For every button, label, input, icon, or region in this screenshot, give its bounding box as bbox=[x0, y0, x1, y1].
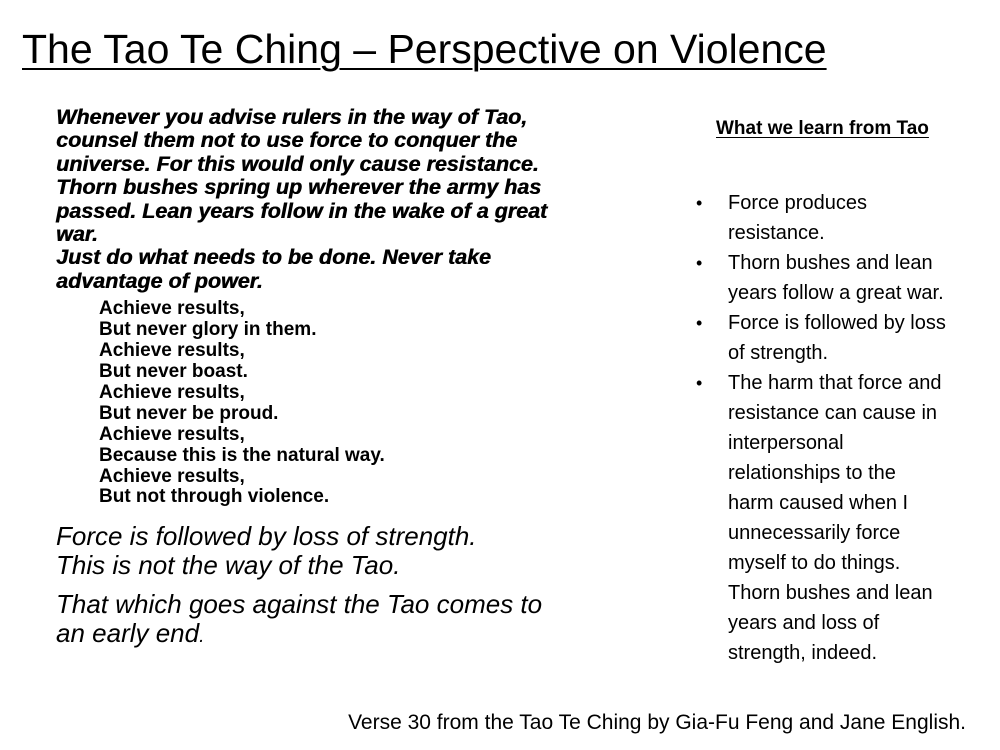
lesson-line: Force produces bbox=[728, 192, 867, 214]
poem-line: But never glory in them. bbox=[99, 319, 317, 341]
lessons-list bbox=[696, 188, 986, 668]
verse-line: Whenever you advise rulers in the way of Tao, bbox=[56, 105, 528, 129]
poem-line: Achieve results, bbox=[99, 298, 245, 320]
verse-poem bbox=[99, 299, 656, 508]
poem-line: But not through violence. bbox=[99, 486, 330, 508]
verse-line: war. bbox=[56, 222, 98, 247]
lesson-line: Thorn bushes and lean bbox=[728, 252, 933, 274]
closing-line bbox=[56, 619, 656, 651]
lesson-line: Thorn bushes and lean bbox=[728, 582, 933, 604]
poem-line: Achieve results, bbox=[99, 423, 245, 445]
closing-line-text: an early end bbox=[56, 618, 200, 649]
bullet-dot-icon: • bbox=[696, 373, 703, 393]
page-title: The Tao Te Ching – Perspective on Violence bbox=[22, 26, 827, 72]
verse-text-column bbox=[56, 106, 656, 651]
bullet-dot-icon: • bbox=[696, 313, 703, 333]
source-citation: Verse 30 from the Tao Te Ching by Gia-Fu Feng and Jane English. bbox=[348, 711, 966, 734]
poem-line: Achieve results, bbox=[99, 381, 245, 403]
bullet-dot-icon: • bbox=[696, 193, 703, 213]
lesson-line: The harm that force and bbox=[728, 372, 942, 394]
verse-closing-2 bbox=[56, 590, 656, 651]
poem-line: But never be proud. bbox=[99, 402, 279, 424]
poem-line: Because this is the natural way. bbox=[99, 444, 385, 466]
closing-line: Force is followed by loss of strength. bbox=[56, 521, 477, 552]
lesson-line: years follow a great war. bbox=[728, 282, 944, 304]
verse-line: counsel them not to use force to conquer the bbox=[56, 128, 518, 153]
poem-line: Achieve results, bbox=[99, 465, 245, 487]
lesson-line: Force is followed by loss bbox=[728, 312, 946, 334]
verse-line: passed. Lean years follow in the wake of a great bbox=[56, 198, 548, 223]
lesson-line: interpersonal bbox=[728, 432, 844, 454]
lesson-item bbox=[696, 188, 986, 248]
lessons-panel bbox=[696, 116, 986, 668]
verse-line: Just do what needs to be done. Never take bbox=[56, 245, 491, 270]
lesson-line: resistance can cause in bbox=[728, 402, 938, 424]
poem-line: But never boast. bbox=[99, 360, 248, 382]
verse-line: universe. For this would only cause resistance. bbox=[56, 151, 539, 176]
lesson-line: unnecessarily force bbox=[728, 522, 901, 544]
bullet-dot-icon: • bbox=[696, 253, 703, 273]
closing-line: This is not the way of the Tao. bbox=[56, 550, 401, 581]
verse-intro bbox=[56, 106, 656, 293]
verse-line: Thorn bushes spring up wherever the army has bbox=[56, 175, 542, 200]
lesson-line: harm caused when I bbox=[728, 492, 909, 514]
lesson-line: resistance. bbox=[728, 222, 825, 244]
lesson-line: of strength. bbox=[728, 342, 829, 364]
lesson-item bbox=[696, 308, 986, 368]
lessons-heading: What we learn from Tao bbox=[716, 118, 929, 139]
closing-line: That which goes against the Tao comes to bbox=[56, 589, 543, 620]
lesson-line: strength, indeed. bbox=[728, 642, 877, 664]
lesson-item bbox=[696, 368, 986, 668]
verse-line: advantage of power. bbox=[56, 268, 263, 293]
verse-closing-1 bbox=[56, 522, 656, 580]
poem-line: Achieve results, bbox=[99, 340, 245, 362]
lesson-line: myself to do things. bbox=[728, 552, 901, 574]
lesson-line: relationships to the bbox=[728, 462, 896, 484]
lesson-item bbox=[696, 248, 986, 308]
closing-period: . bbox=[199, 626, 205, 648]
lesson-line: years and loss of bbox=[728, 612, 880, 634]
